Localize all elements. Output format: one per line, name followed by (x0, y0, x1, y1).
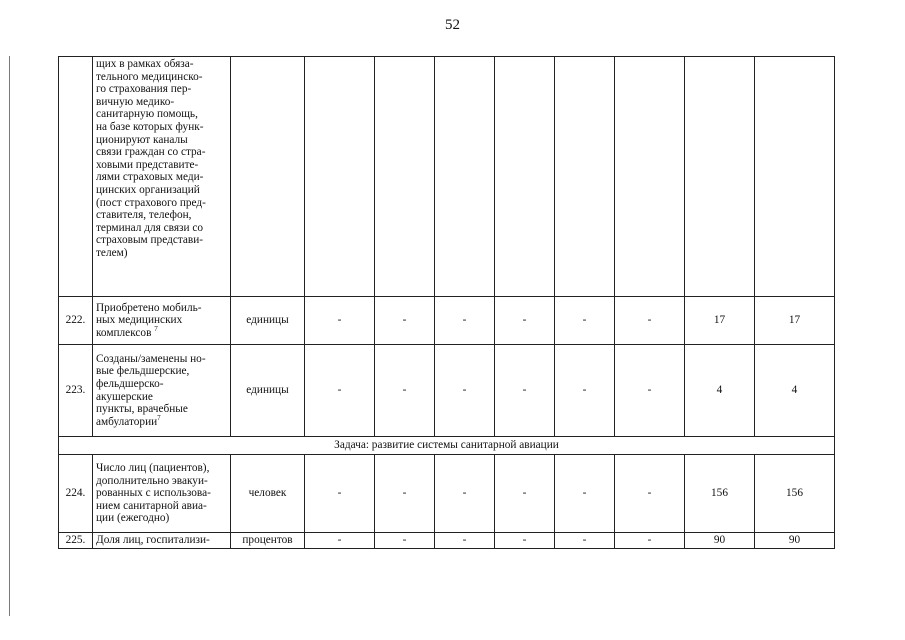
value-cell (555, 57, 615, 297)
table-row (59, 533, 835, 549)
value-cell: - (375, 533, 435, 549)
value-cell (305, 57, 375, 297)
value-cell: - (495, 345, 555, 437)
value-cell: - (435, 345, 495, 437)
indicator-name: Созданы/заменены но- вые фельдшерские, фельдшерско- акушерские пункты, врачебные амбулатории$^7$ (93, 345, 231, 437)
table-row (59, 345, 835, 437)
indicators-table (58, 56, 835, 549)
table-row (59, 297, 835, 345)
row-number (59, 57, 93, 297)
value-cell (615, 57, 685, 297)
indicator-name: Число лиц (пациентов), дополнительно эвакуи- рованных с использова- нием санитарной авиа- ции (ежегодно) (93, 455, 231, 533)
value-cell: - (435, 455, 495, 533)
value-cell: - (495, 455, 555, 533)
value-cell: - (375, 455, 435, 533)
value-cell: - (555, 345, 615, 437)
value-cell: 156 (755, 455, 835, 533)
row-number: 225. (59, 533, 93, 549)
value-cell: - (305, 297, 375, 345)
value-cell: - (615, 297, 685, 345)
value-cell: - (615, 345, 685, 437)
value-cell: - (495, 297, 555, 345)
value-cell: 4 (755, 345, 835, 437)
value-cell: - (435, 297, 495, 345)
value-cell: - (375, 297, 435, 345)
value-cell: - (615, 455, 685, 533)
value-cell: - (375, 345, 435, 437)
table-row (59, 57, 835, 297)
value-cell: - (615, 533, 685, 549)
page-number: 52 (445, 17, 460, 33)
value-cell: - (435, 533, 495, 549)
value-cell: 156 (685, 455, 755, 533)
row-number: 224. (59, 455, 93, 533)
unit-cell (231, 57, 305, 297)
unit-cell: процентов (231, 533, 305, 549)
unit-cell: единицы (231, 345, 305, 437)
task-row (59, 437, 835, 455)
value-cell: - (555, 533, 615, 549)
value-cell: - (495, 533, 555, 549)
value-cell: 90 (755, 533, 835, 549)
value-cell: - (555, 297, 615, 345)
footnote-mark: 7 (154, 324, 158, 333)
indicator-name: щих в рамках обяза- тельного медицинско- го страхования пер- вичную медико- санитарную помощь, на базе которых функ- ционируют каналы связи граждан со стра- ховыми представите- лями страховых меди- цинских организаций (пост страхового пред- ставителя, телефон, терминал для связи со страховым представи- телем) (93, 57, 231, 297)
value-cell (755, 57, 835, 297)
value-cell: - (305, 533, 375, 549)
value-cell: - (305, 345, 375, 437)
unit-cell: человек (231, 455, 305, 533)
value-cell: 17 (685, 297, 755, 345)
row-number: 223. (59, 345, 93, 437)
row-number: 222. (59, 297, 93, 345)
value-cell: 4 (685, 345, 755, 437)
value-cell (375, 57, 435, 297)
value-cell: 17 (755, 297, 835, 345)
value-cell: 90 (685, 533, 755, 549)
value-cell: - (555, 455, 615, 533)
value-cell (435, 57, 495, 297)
value-cell (495, 57, 555, 297)
unit-cell: единицы (231, 297, 305, 345)
indicator-name: Доля лиц, госпитализи- (93, 533, 231, 549)
value-cell (685, 57, 755, 297)
table-row (59, 455, 835, 533)
indicator-name: Приобретено мобиль- ных медицинских комплексов $^7$ (93, 297, 231, 345)
footnote-mark: 7 (157, 413, 161, 422)
task-heading: Задача: развитие системы санитарной авиации (59, 437, 835, 455)
scan-edge-line (9, 56, 10, 616)
value-cell: - (305, 455, 375, 533)
